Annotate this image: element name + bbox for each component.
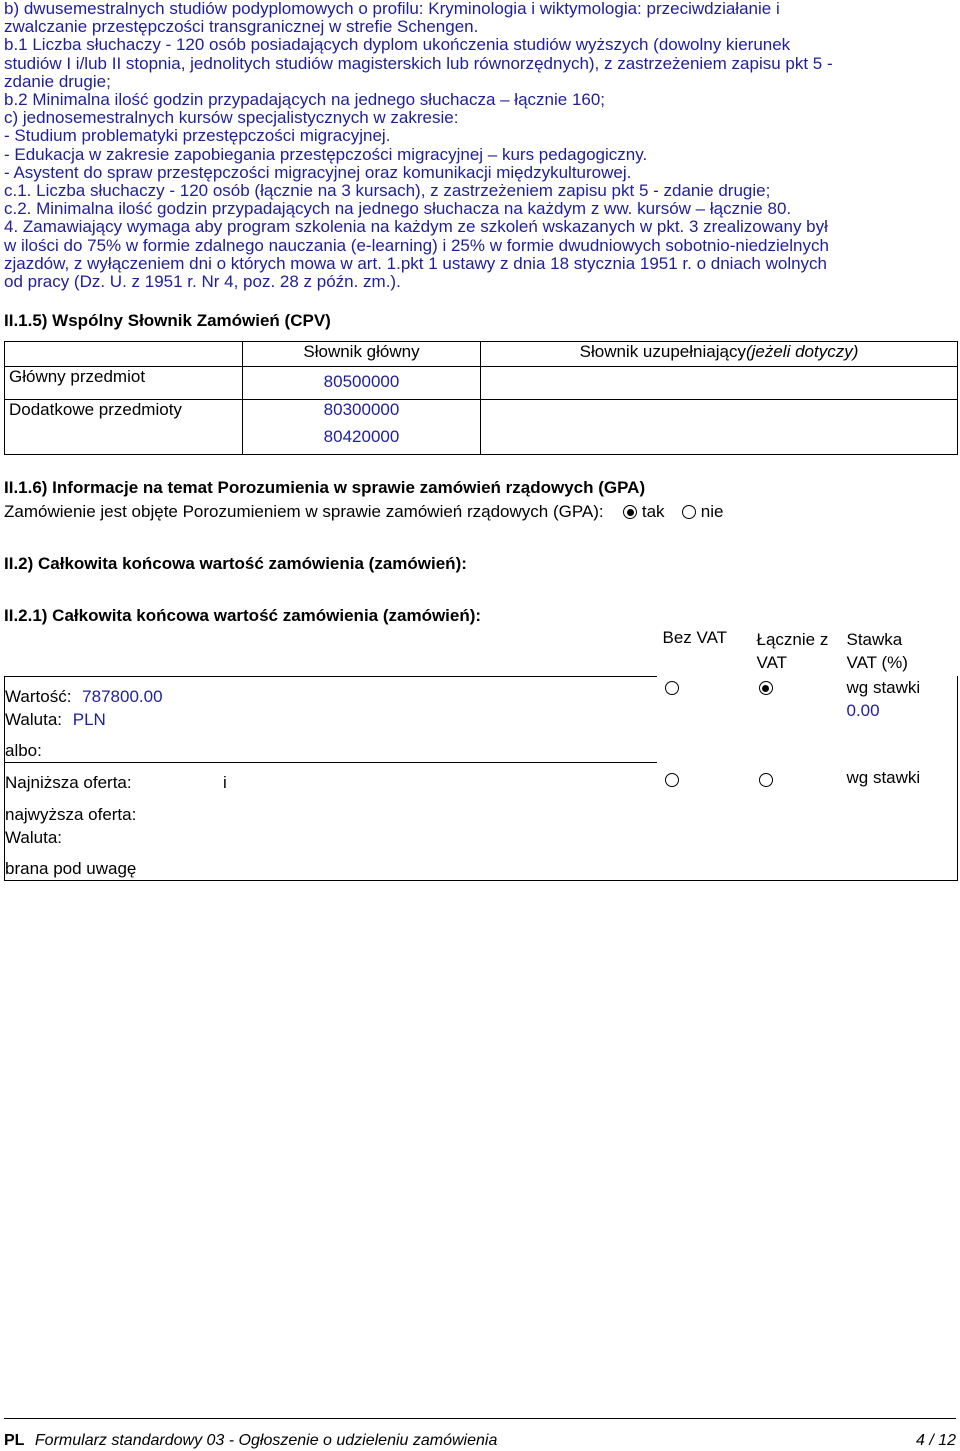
value-gross-header bbox=[751, 628, 845, 676]
section-221-text: II.2.1) Całkowita końcowa wartość zamówienia (zamówień): bbox=[4, 606, 482, 625]
currency-row bbox=[5, 708, 657, 731]
text-line: b.2 Minimalna ilość godzin przypadających na jednego słuchacza – łącznie 160; bbox=[4, 90, 606, 110]
cpv-supp-header-label: Słownik uzupełniający bbox=[579, 342, 746, 361]
section-221-heading bbox=[4, 606, 481, 626]
range-rate-cell bbox=[845, 762, 958, 880]
value-amount: 787800.00 bbox=[82, 686, 163, 706]
value-net-header-text: Bez VAT bbox=[662, 628, 728, 647]
gpa-yes-label: tak bbox=[641, 502, 665, 521]
value-cell bbox=[5, 676, 657, 762]
gpa-heading-text: II.1.6) Informacje na temat Porozumienia w sprawie zamówień rządowych (GPA) bbox=[4, 478, 646, 497]
cpv-heading bbox=[4, 311, 331, 331]
cpv-supp-header-note: (jeżeli dotyczy) bbox=[745, 342, 859, 361]
cpv-main-header: Słownik główny bbox=[243, 342, 481, 367]
text-line: zjazdów, z wyłączeniem dni o których mowa w art. 1.pkt 1 ustawy z dnia 18 stycznia 1951 r. o dniach wolnych bbox=[4, 253, 828, 273]
description-text bbox=[4, 0, 954, 291]
range-cell bbox=[5, 762, 657, 880]
gpa-no-label: nie bbox=[700, 502, 724, 521]
range-net-cell bbox=[657, 762, 751, 880]
value-table bbox=[4, 628, 958, 881]
currency-label-2: Waluta: bbox=[5, 827, 63, 847]
considered-label: brana pod uwagę bbox=[5, 858, 137, 878]
net-radio[interactable] bbox=[665, 681, 679, 695]
range-gross-cell bbox=[751, 762, 845, 880]
or-label: albo: bbox=[5, 740, 42, 760]
value-rate-header bbox=[845, 628, 958, 676]
text-line: w ilości do 75% w formie zdalnego nauczania (e-learning) i 25% w formie dwudniowych sobotnio-niedzielnych bbox=[4, 235, 829, 255]
text-line: b) dwusemestralnych studiów podyplomowych o profilu: Kryminologia i wiktymologia: przeciwdziałanie i bbox=[4, 0, 780, 18]
range-net-radio[interactable] bbox=[665, 773, 679, 787]
cpv-additional-code: 80420000 bbox=[243, 427, 481, 455]
rate-label: wg stawki bbox=[846, 678, 921, 697]
range-rate-label: wg stawki bbox=[846, 768, 921, 787]
footer-form: Formularz standardowy 03 - Ogłoszenie o udzieleniu zamówienia bbox=[34, 1432, 498, 1449]
cpv-empty-header bbox=[5, 342, 243, 367]
text-line: b.1 Liczba słuchaczy - 120 osób posiadających dyplom ukończenia studiów wyższych (dowolny kierunek bbox=[4, 35, 791, 55]
footer-left bbox=[4, 1432, 497, 1450]
footer-rule bbox=[4, 1418, 956, 1419]
value-gross-header-1: Łącznie z bbox=[756, 630, 829, 649]
currency-label: Waluta: bbox=[5, 709, 63, 729]
rate-value: 0.00 bbox=[846, 701, 880, 720]
value-label: Wartość: bbox=[5, 686, 72, 706]
gpa-question: Zamówienie jest objęte Porozumieniem w sprawie zamówień rządowych (GPA): bbox=[4, 502, 604, 521]
value-net-cell bbox=[657, 676, 751, 762]
cpv-table bbox=[4, 341, 958, 455]
gpa-question-row bbox=[4, 502, 723, 522]
text-line: c.2. Minimalna ilość godzin przypadających na jednego słuchacza na każdym z ww. kursów – łącznie 80. bbox=[4, 199, 792, 219]
text-line: zwalczanie przestępczości transgranicznej w strefie Schengen. bbox=[4, 17, 479, 37]
highest-label: najwyższa oferta: bbox=[5, 804, 137, 824]
cpv-additional-label-cont bbox=[5, 427, 243, 455]
currency-value: PLN bbox=[72, 709, 106, 729]
and-label: i bbox=[223, 772, 227, 792]
cpv-additional-supp bbox=[481, 400, 958, 455]
text-line: zdanie drugie; bbox=[4, 71, 111, 91]
lowest-row bbox=[5, 771, 657, 794]
text-line: - Asystent do spraw przestępczości migracyjnej oraz komunikacji międzykulturowej. bbox=[4, 162, 632, 182]
text-line: od pracy (Dz. U. z 1951 r. Nr 4, poz. 28 z późn. zm.). bbox=[4, 272, 401, 292]
cpv-main-label: Główny przedmiot bbox=[5, 367, 243, 400]
gpa-no-radio[interactable] bbox=[682, 505, 696, 519]
gpa-heading bbox=[4, 478, 645, 498]
cpv-main-supp bbox=[481, 367, 958, 400]
footer-page-text: 4 / 12 bbox=[915, 1432, 956, 1449]
value-row bbox=[5, 685, 657, 708]
text-line: c.1. Liczba słuchaczy - 120 osób (łącznie na 3 kursach), z zastrzeżeniem zapisu pkt 5 - zdanie drugie; bbox=[4, 181, 771, 201]
cpv-heading-text: II.1.5) Wspólny Słownik Zamówień (CPV) bbox=[4, 311, 331, 330]
text-line: 4. Zamawiający wymaga aby program szkolenia na każdym ze szkoleń wskazanych w pkt. 3 zrealizowany był bbox=[4, 217, 828, 237]
cpv-additional-code: 80300000 bbox=[243, 400, 481, 428]
section-22-text: II.2) Całkowita końcowa wartość zamówienia (zamówień): bbox=[4, 554, 467, 573]
value-rate-cell bbox=[845, 676, 958, 762]
footer-lang: PL bbox=[4, 1432, 25, 1449]
lowest-label: Najniższa oferta: bbox=[5, 772, 132, 792]
value-gross-header-2: VAT bbox=[756, 653, 788, 672]
text-line: studiów I i/lub II stopnia, jednolitych studiów magisterskich lub równorzędnych), z zastrzeżeniem zapisu pkt 5 - bbox=[4, 53, 833, 73]
value-rate-header-1: Stawka bbox=[846, 630, 903, 649]
cpv-main-code: 80500000 bbox=[243, 367, 481, 400]
cpv-supp-header bbox=[481, 342, 958, 367]
footer-page bbox=[916, 1432, 956, 1450]
range-gross-radio[interactable] bbox=[759, 773, 773, 787]
gpa-yes-radio[interactable] bbox=[623, 505, 637, 519]
section-22-heading bbox=[4, 554, 467, 574]
value-empty-header bbox=[5, 628, 657, 676]
text-line: - Edukacja w zakresie zapobiegania przestępczości migracyjnej – kurs pedagogiczny. bbox=[4, 144, 648, 164]
value-net-header bbox=[657, 628, 751, 676]
text-line: c) jednosemestralnych kursów specjalistycznych w zakresie: bbox=[4, 108, 459, 128]
value-gross-cell bbox=[751, 676, 845, 762]
cpv-additional-label: Dodatkowe przedmioty bbox=[5, 400, 243, 428]
gross-radio[interactable] bbox=[759, 681, 773, 695]
value-rate-header-2: VAT (%) bbox=[846, 653, 908, 672]
text-line: - Studium problematyki przestępczości migracyjnej. bbox=[4, 126, 391, 146]
